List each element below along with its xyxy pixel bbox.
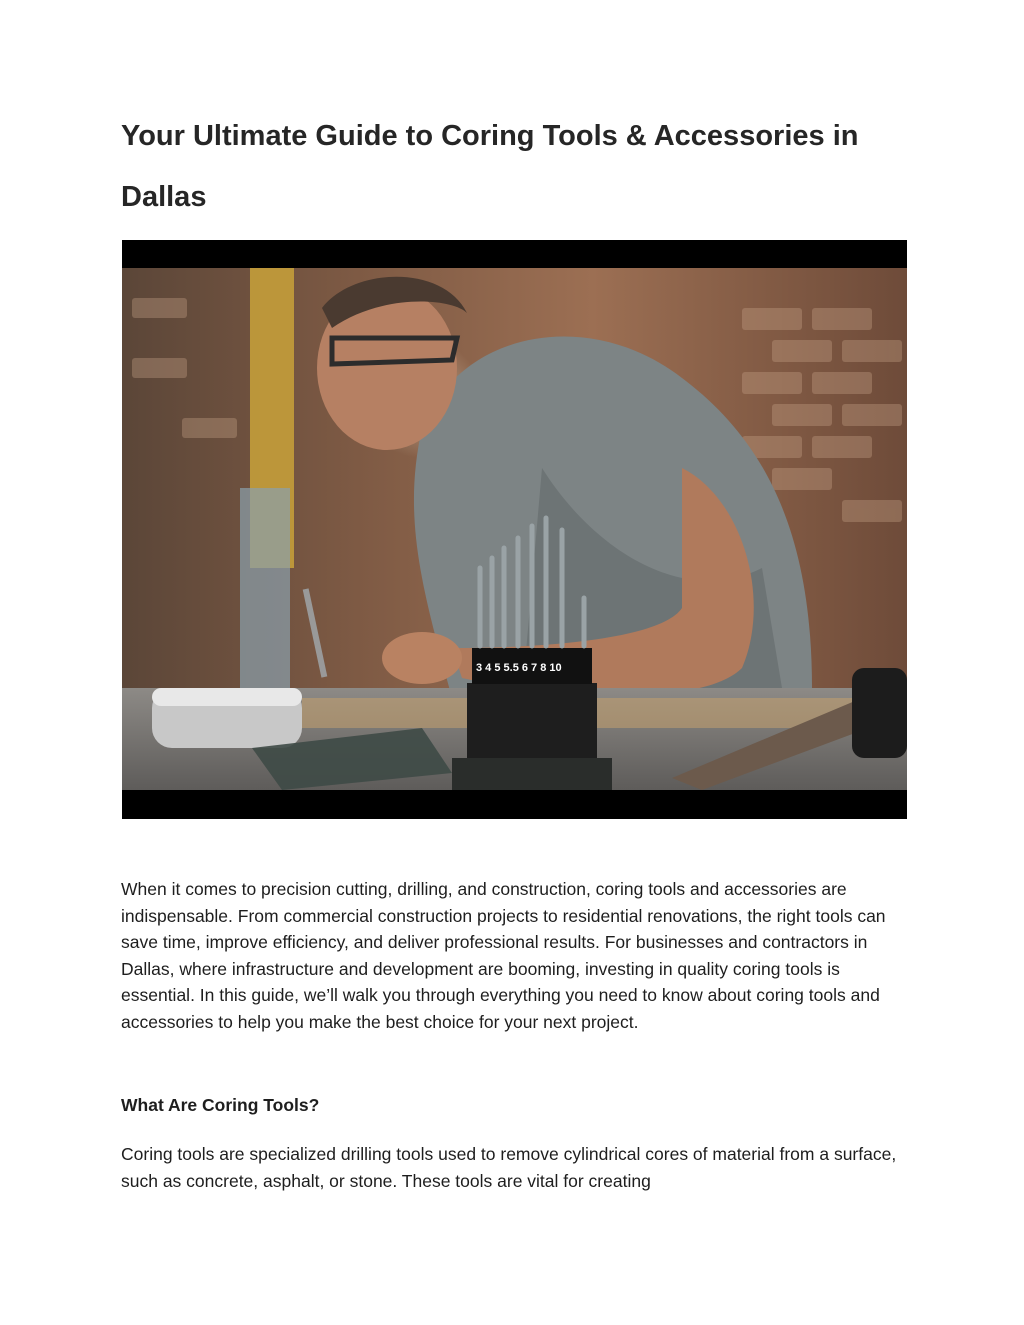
section-heading: What Are Coring Tools? [121,1095,320,1115]
workshop-illustration [122,268,907,790]
intro-paragraph: When it comes to precision cutting, drilling, and construction, coring tools and accessories are indispensable. From commercial construction projects to residential renovations, the right tools can save time, improve efficiency, and deliver professional results. For businesses and contractors in Dallas, where infrastructure and development are booming, investing in quality coring tools is essential. In this guide, we’ll walk you through everything you need to know about coring tools and accessories to help you make the best choice for your next project. [121,879,886,1032]
page-title: Your Ultimate Guide to Coring Tools & Accessories in Dallas [121,120,859,213]
workshop-photo [122,268,907,790]
drill-size-labels: 3 4 5 5.5 6 7 8 10 [476,662,562,674]
section-paragraph: Coring tools are specialized drilling tools used to remove cylindrical cores of material from a surface, such as concrete, asphalt, or stone. These tools are vital for creating [121,1144,897,1191]
hero-image [122,240,907,819]
